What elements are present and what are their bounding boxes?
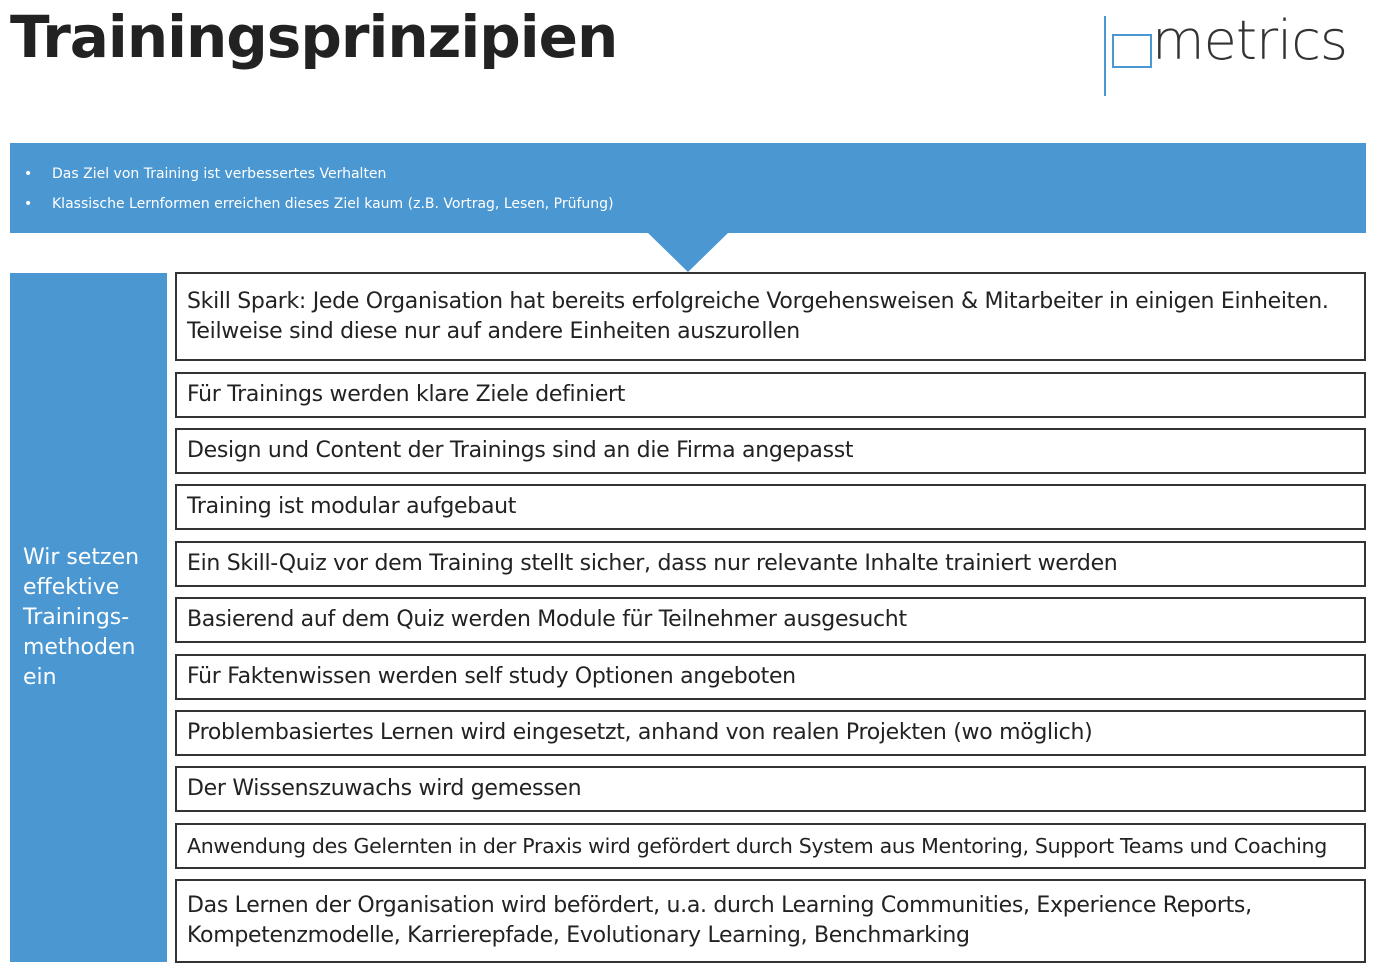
principle-text: [187, 287, 1329, 347]
bullet: •: [24, 196, 33, 212]
principle-line: Der Wissenszuwachs wird gemessen: [187, 776, 582, 801]
goal-item-text: Das Ziel von Training ist verbessertes Verhalten: [52, 166, 387, 182]
principle-text: [187, 605, 907, 635]
principle-line: Design und Content der Trainings sind an die Firma angepasst: [187, 438, 854, 463]
principle-line: Ein Skill-Quiz vor dem Training stellt sicher, dass nur relevante Inhalte trainiert werden: [187, 551, 1118, 576]
bullet: •: [24, 166, 33, 182]
principle-line: Skill Spark: Jede Organisation hat bereits erfolgreiche Vorgehensweisen & Mitarbeiter in einigen Einheiten.: [187, 288, 1329, 314]
principle-line: Anwendung des Gelernten in der Praxis wird gefördert durch System aus Mentoring, Support Teams und Coaching: [187, 834, 1327, 858]
principle-text: [187, 492, 516, 522]
page-title: Trainingsprinzipien: [10, 3, 618, 71]
principle-line: Für Faktenwissen werden self study Optionen angeboten: [187, 664, 796, 689]
principle-text: [187, 662, 796, 692]
principle-box: [175, 654, 1366, 700]
goal-item: [24, 159, 1366, 189]
logo-stem: [1104, 16, 1106, 96]
principle-text: [187, 718, 1092, 748]
principle-box: [175, 272, 1366, 361]
goal-list: [24, 159, 1366, 219]
principle-line: Für Trainings werden klare Ziele definiert: [187, 382, 626, 407]
principle-line: Teilweise sind diese nur auf andere Einheiten auszurollen: [187, 318, 800, 344]
side-panel: [10, 273, 167, 962]
principle-line: Das Lernen der Organisation wird befördert, u.a. durch Learning Communities, Experience Reports,: [187, 893, 1252, 918]
principle-text: [187, 891, 1252, 951]
principle-line: Training ist modular aufgebaut: [187, 494, 517, 519]
principle-box: [175, 710, 1366, 756]
principle-line: Problembasiertes Lernen wird eingesetzt, anhand von realen Projekten (wo möglich): [187, 720, 1093, 745]
principle-box: [175, 541, 1366, 587]
logo-square: [1112, 34, 1152, 68]
principle-box: [175, 879, 1366, 963]
principle-box: [175, 484, 1366, 530]
principle-text: [187, 774, 581, 804]
goal-item: [24, 189, 1366, 219]
goal-item-text: Klassische Lernformen erreichen dieses Ziel kaum (z.B. Vortrag, Lesen, Prüfung): [52, 196, 614, 212]
down-arrow-icon: [647, 232, 729, 272]
pmetrics-logo: [1104, 9, 1370, 98]
principle-box: [175, 372, 1366, 418]
principle-box: [175, 428, 1366, 474]
principle-box: [175, 597, 1366, 643]
logo-text: metrics: [1152, 9, 1348, 72]
principle-text: [187, 436, 853, 466]
principle-text: [187, 549, 1117, 579]
side-label: Wir setzen effektive Trainings- methoden ein: [23, 544, 140, 690]
principle-line: Kompetenzmodelle, Karrierepfade, Evolutionary Learning, Benchmarking: [187, 923, 970, 948]
principle-text: [187, 831, 1327, 861]
principle-box: [175, 823, 1366, 869]
principle-line: Basierend auf dem Quiz werden Module für Teilnehmer ausgesucht: [187, 607, 907, 632]
goal-banner: [10, 143, 1366, 233]
principle-text: [187, 380, 625, 410]
principle-box: [175, 766, 1366, 812]
